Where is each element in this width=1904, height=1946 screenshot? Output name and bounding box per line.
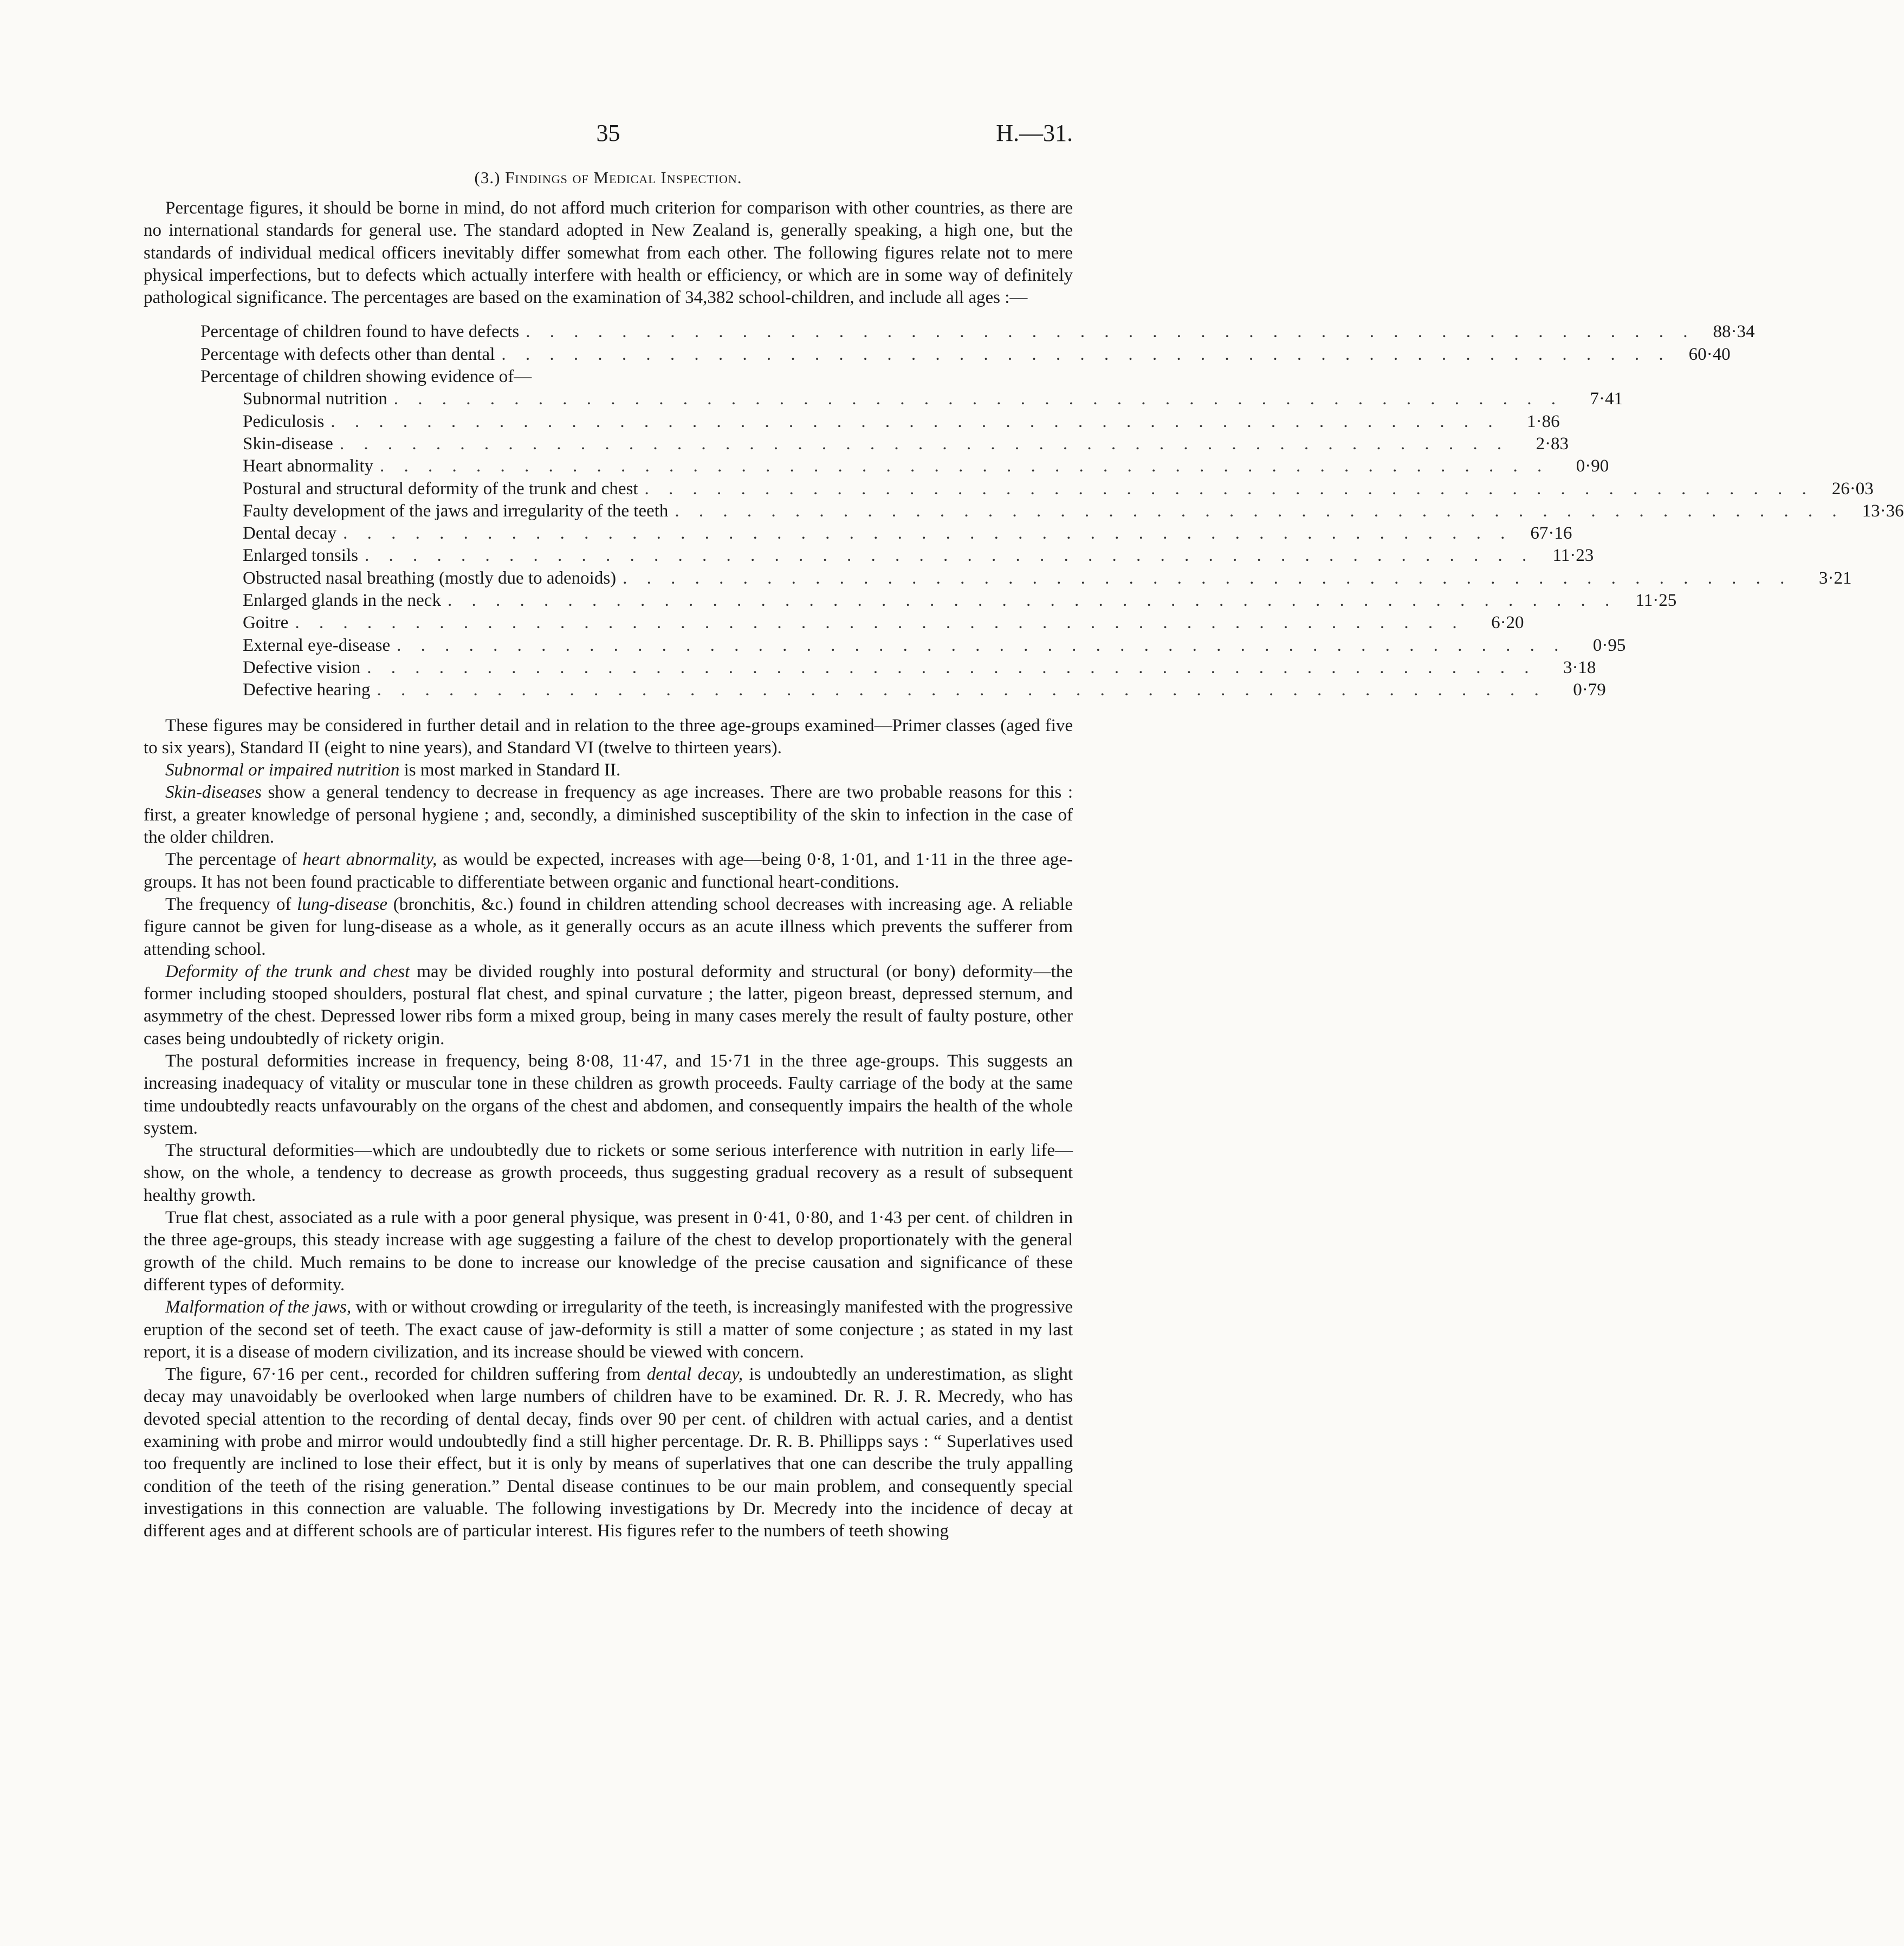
dot-leader: . . . . . . . . . . . . . . . . . . . . . . . . . . . . . . . . . . . . . . . . . . . . . . . . . [339,434,1510,454]
body-paragraph: These figures may be considered in further detail and in relation to the three age-groups examined—Primer classes (aged five to six years), Standard II (eight to nine years), and Standard VI (twelve to thirteen years). [144,715,1073,758]
table-row [200,635,1626,657]
row-label: Goitre [243,613,289,633]
dot-leader: . . . . . . . . . . . . . . . . . . . . . . . . . . . . . . . . . . . . . . . . . . . . . . . . . [295,613,1465,633]
table-row [200,411,1560,433]
row-value: 1·86 [1527,411,1560,431]
dot-leader: . . . . . . . . . . . . . . . . . . . . . . . . . . . . . . . . . . . . . . . . . . . . . . . . . [377,680,1546,700]
table-row [200,679,1606,701]
page-number: 35 [596,120,620,146]
dot-leader: . . . . . . . . . . . . . . . . . . . . . . . . . . . . . . . . . . . . . . . . . . . . . . . . . [393,389,1563,409]
body-paragraph [144,1296,1073,1363]
row-value: 13·36 [1862,501,1904,521]
dot-leader: . . . . . . . . . . . . . . . . . . . . . . . . . . . . . . . . . . . . . . . . . . . . . . . . . [380,456,1550,476]
paragraph-text: is most marked in Standard II. [399,760,621,780]
emphasis: heart abnormality, [302,850,437,870]
table-subheading [200,366,1002,388]
page-header [144,108,1073,152]
row-label: Dental decay [243,523,337,544]
row-value: 60·40 [1688,344,1731,364]
section-title: (3.) Findings of Medical Inspection. [474,168,742,187]
body-paragraph: The postural deformities increase in frequency, being 8·08, 11·47, and 15·71 in the three age-groups. This suggests an increasing inadequacy of vitality or muscular tone in these children as growth proceeds. Faulty carriage of the body at the same time undoubtedly reacts unfavourably on the organs of the chest and abdomen, and consequently impairs the health of the whole system. [144,1051,1073,1138]
paragraph-text: The figure, 67·16 per cent., recorded for children suffering from [165,1365,647,1385]
row-value: 26·03 [1831,479,1874,499]
row-label: Defective hearing [243,680,371,700]
row-label: Defective vision [243,657,361,677]
body-paragraph [144,781,1073,849]
intro-paragraph: Percentage figures, it should be borne in mind, do not afford much criterion for comparison with other countries, as there are no international standards for general use. The standard adopted in New Zealand is, generally speaking, a high one, but the standards of individual medical officers inevitably differ somewhat from each other. The following figures relate not to mere physical imperfections, but to defects which actually interfere with health or efficiency, or which are in some way of definitely pathological significance. The percentages are based on the examination of 34,382 school-children, and include all ages :— [144,198,1073,308]
body-paragraph [144,759,1073,781]
emphasis: Deformity of the trunk and chest [165,961,410,981]
emphasis: Skin-diseases [165,783,262,803]
row-value: 0·90 [1576,456,1609,476]
subheading-label: Percentage of children showing evidence of— [200,367,532,387]
body-paragraph [144,1363,1073,1542]
row-value: 0·79 [1573,680,1606,700]
paragraph-text: The frequency of [165,894,297,914]
table-row [200,522,1572,545]
row-value: 2·83 [1536,434,1569,454]
emphasis: Subnormal or impaired nutrition [165,760,400,780]
paragraph-text: (bronchitis, &c.) found in children attending school decreases with increasing age. A reliable figure cannot be given for lung-disease as a whole, as it generally occurs as an acute illness which prevents the sufferer from attending school. [144,894,1073,959]
table-row [200,478,1874,500]
table-row [200,500,1904,522]
row-value: 67·16 [1530,523,1572,544]
body-paragraph: True flat chest, associated as a rule with a poor general physique, was present in 0·41, 0·80, and 1·43 per cent. of children in the three age-groups, this steady increase with age suggesting a failure of the chest to develop proportionately with the general growth of the child. Much remains to be done to increase our knowledge of the precise causation and significance of these different types of deformity. [144,1208,1073,1295]
table-row [200,612,1524,634]
table-row [200,590,1677,612]
row-value: 3·18 [1563,657,1596,677]
dot-leader: . . . . . . . . . . . . . . . . . . . . . . . . . . . . . . . . . . . . . . . . . . . . . . . . . [623,568,1792,588]
table-row [200,433,1569,455]
body-paragraph [144,849,1073,894]
row-label: Heart abnormality [243,456,373,476]
table-row [200,344,1731,366]
document-reference: H.—31. [996,120,1073,146]
body-paragraph [144,961,1073,1050]
dot-leader: . . . . . . . . . . . . . . . . . . . . . . . . . . . . . . . . . . . . . . . . . . . . . . . . . [675,501,1844,521]
dot-leader: . . . . . . . . . . . . . . . . . . . . . . . . . . . . . . . . . . . . . . . . . . . . . . . . . [397,635,1566,655]
body-paragraph [144,894,1073,961]
table-row [200,455,1609,477]
table-row [200,321,1755,343]
row-value: 11·23 [1552,546,1594,566]
table-row [200,657,1596,679]
dot-leader: . . . . . . . . . . . . . . . . . . . . . . . . . . . . . . . . . . . . . . . . . . . . . . . . . [331,411,1500,431]
row-label: Postural and structural deformity of the trunk and chest [243,479,638,499]
body-paragraph: The structural deformities—which are undoubtedly due to rickets or some serious interference with nutrition in early life—show, on the whole, a tendency to decrease as growth proceeds, thus suggesting gradual recovery as a result of subsequent healthy growth. [144,1141,1073,1205]
dot-leader: . . . . . . . . . . . . . . . . . . . . . . . . . . . . . . . . . . . . . . . . . . . . . . . . . [343,523,1513,544]
table-row [200,545,1594,567]
emphasis: dental decay, [646,1365,743,1385]
row-value: 3·21 [1818,568,1852,588]
paragraph-text: show a general tendency to decrease in frequency as age increases. There are two probable reasons for this : first, a greater knowledge of personal hygiene ; and, secondly, a diminished susceptibility of the skin to infection in the case of the older children. [144,783,1073,848]
emphasis: lung-disease [297,894,387,914]
findings-table [200,321,1904,701]
row-label: Percentage with defects other than dental [200,344,495,364]
dot-leader: . . . . . . . . . . . . . . . . . . . . . . . . . . . . . . . . . . . . . . . . . . . . . . . . . [364,546,1534,566]
dot-leader: . . . . . . . . . . . . . . . . . . . . . . . . . . . . . . . . . . . . . . . . . . . . . . . . . [447,591,1617,611]
table-row [200,567,1852,590]
dot-leader: . . . . . . . . . . . . . . . . . . . . . . . . . . . . . . . . . . . . . . . . . . . . . . . . . [501,344,1671,364]
paragraph-text: The percentage of [165,850,303,870]
row-value: 88·34 [1713,322,1755,342]
dot-leader: . . . . . . . . . . . . . . . . . . . . . . . . . . . . . . . . . . . . . . . . . . . . . . . . . [526,322,1695,342]
row-value: 6·20 [1491,613,1524,633]
dot-leader: . . . . . . . . . . . . . . . . . . . . . . . . . . . . . . . . . . . . . . . . . . . . . . . . . [367,657,1537,677]
row-label: Faulty development of the jaws and irregularity of the teeth [243,501,669,521]
paragraph-text: with or without crowding or irregularity of the teeth, is increasingly manifested with the progressive eruption of the second set of teeth. The exact cause of jaw-deformity is still a matter of some conjecture ; as stated in my last report, it is a disease of modern civilization, and its increase should be viewed with concern. [144,1297,1073,1362]
row-value: 0·95 [1592,635,1626,655]
row-label: Percentage of children found to have defects [200,322,520,342]
row-value: 11·25 [1635,591,1677,611]
row-label: Obstructed nasal breathing (mostly due to adenoids) [243,568,617,588]
emphasis: Malformation of the jaws, [165,1297,352,1317]
paragraph-text: is undoubtedly an underestimation, as slight decay may unavoidably be overlooked when large numbers of children have to be examined. Dr. R. J. R. Mecredy, who has devoted special attention to the recording of dental decay, finds over 90 per cent. of children with actual caries, and a dentist examining with probe and mirror would undoubtedly find a still higher percentage. Dr. R. B. Phillipps says : “ Superlatives used too frequently are inclined to lose their effect, but it is only by means of superlatives that one can describe the truly appalling condition of the teeth of the rising generation.” Dental disease continues to be our main problem, and consequently special investigations in this connection are valuable. The following investigations by Dr. Mecredy into the incidence of decay at different ages and at different schools are of particular interest. His figures refer to the numbers of teeth showing [144,1365,1073,1541]
row-label: Skin-disease [243,434,333,454]
row-value: 7·41 [1590,389,1623,409]
table-row [200,388,1623,410]
paragraph-text: as would be expected, increases with age—being 0·8, 1·01, and 1·11 in the three age-groups. It has not been found practicable to differentiate between organic and functional heart-conditions. [144,850,1073,892]
dot-leader: . . . . . . . . . . . . . . . . . . . . . . . . . . . . . . . . . . . . . . . . . . . . . . . . . [644,479,1814,499]
row-label: Pediculosis [243,411,325,431]
row-label: Enlarged glands in the neck [243,591,441,611]
row-label: Enlarged tonsils [243,546,358,566]
row-label: Subnormal nutrition [243,389,387,409]
document-page [144,108,1904,1543]
row-label: External eye-disease [243,635,391,655]
paragraph-text: may be divided roughly into postural deformity and structural (or bony) deformity—the former including stooped shoulders, postural flat chest, and spinal curvature ; the latter, pigeon breast, depressed sternum, and asymmetry of the chest. Depressed lower ribs form a mixed group, being in many cases merely the result of faulty posture, other cases being undoubtedly of rickety origin. [144,961,1073,1049]
